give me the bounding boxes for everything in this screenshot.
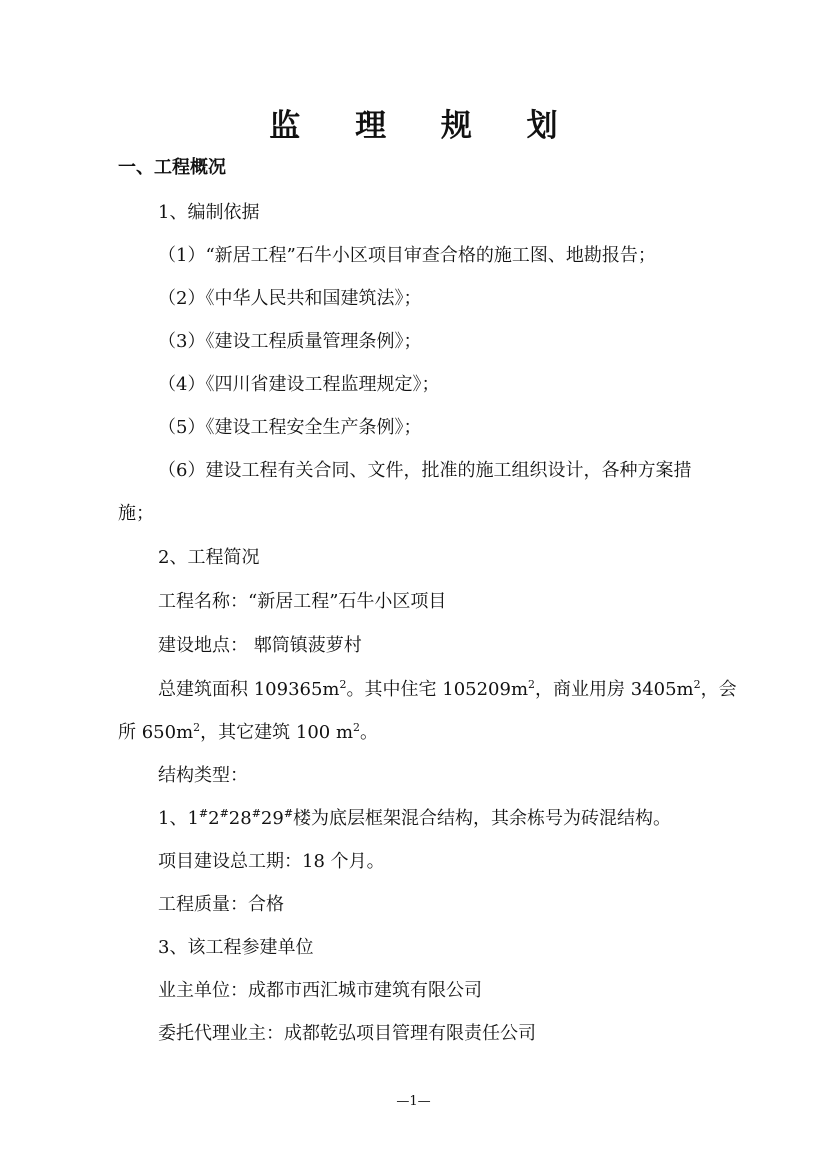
project-duration: 项目建设总工期：18 个月。 (158, 851, 385, 872)
structure-label: 结构类型： (158, 765, 248, 786)
basis-item-2: （2）《中华人民共和国建筑法》； (158, 288, 422, 309)
basis-item-1: （1）“新居工程”石牛小区项目审查合格的施工图、地勘报告； (158, 245, 656, 266)
agent-unit: 委托代理业主：成都乾弘项目管理有限责任公司 (158, 1023, 536, 1044)
basis-item-4: （4）《四川省建设工程监理规定》； (158, 374, 440, 395)
basis-heading: 1、编制依据 (158, 202, 260, 223)
project-quality: 工程质量：合格 (158, 894, 284, 915)
overview-heading: 2、工程简况 (158, 547, 260, 568)
area-line-1: 总建筑面积 $109365m^2$。其中住宅 $105209m^2$，商业用房 $3405m^2$，会 (158, 678, 737, 700)
project-name: 工程名称：“新居工程”石牛小区项目 (158, 591, 447, 612)
page-number: —1— (396, 1094, 431, 1109)
owner-unit: 业主单位：成都市西汇城市建筑有限公司 (158, 980, 482, 1001)
section-heading: 一、工程概况 (118, 157, 226, 178)
basis-item-5: （5）《建设工程安全生产条例》； (158, 417, 422, 438)
document-title: 监 理 规 划 (269, 108, 580, 144)
basis-item-6: （6）建设工程有关合同、文件，批准的施工组织设计，各种方案措 (158, 460, 692, 481)
structure-line: 1、1#2#28#29#楼为底层框架混合结构，其余栋号为砖混结构。 (158, 807, 672, 829)
basis-item-6-continued: 施； (118, 503, 154, 524)
area-line-2: 所 $650m^2$，其它建筑 100 $m^2$。 (118, 721, 379, 743)
project-location: 建设地点： 郫筒镇菠萝村 (158, 635, 362, 656)
basis-item-3: （3）《建设工程质量管理条例》； (158, 331, 422, 352)
units-heading: 3、该工程参建单位 (158, 937, 314, 958)
